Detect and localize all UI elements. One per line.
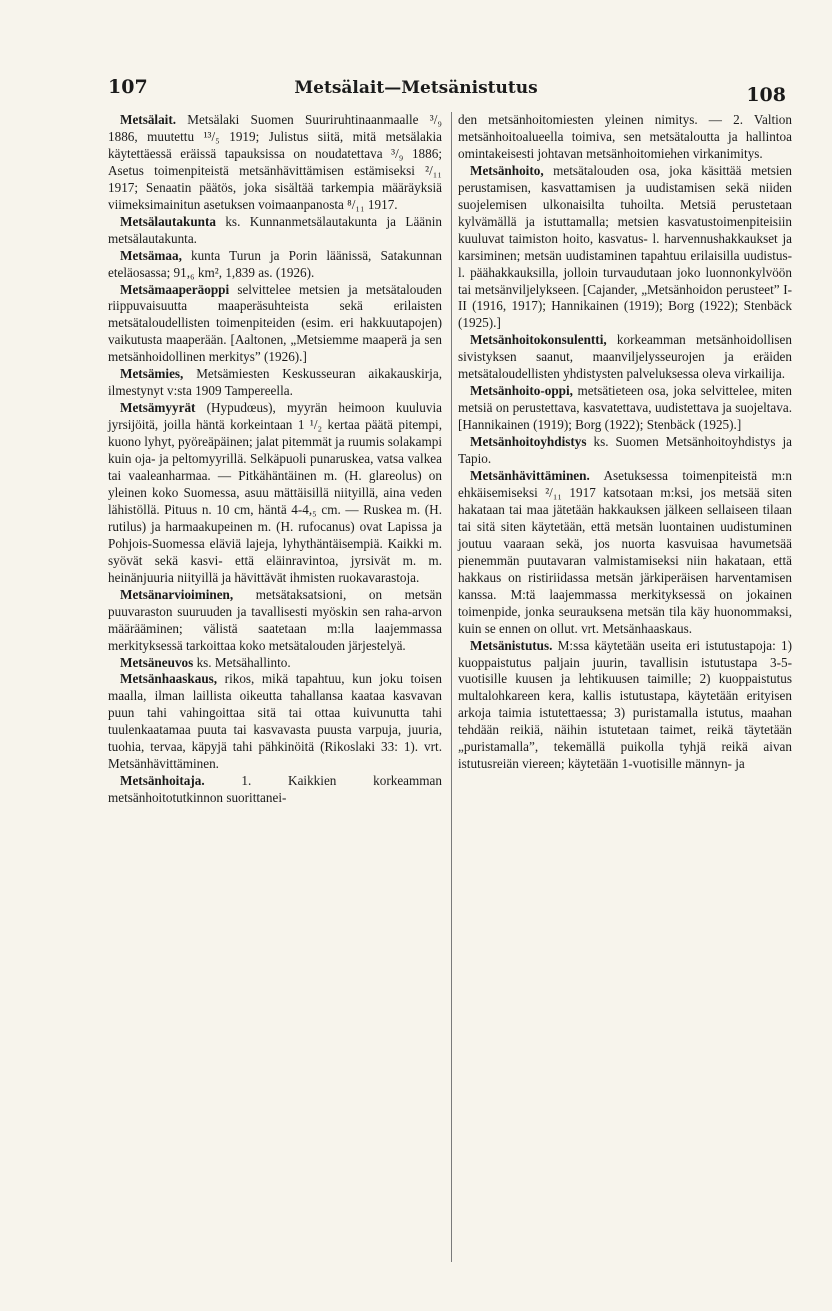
entry-headword: Metsänhoitaja. bbox=[120, 773, 205, 789]
running-title: Metsälait—Metsänistutus bbox=[294, 78, 538, 98]
entry-text: korkeamman metsänhoidollisen sivistyksen saanut, maanviljelysseurojen ja eräiden metsätaloudellisten yhdistysten palveluksessa oleva virkailija. bbox=[458, 332, 792, 382]
entry-text: 1. Kaikkien korkeamman metsänhoitotutkinnon suorittanei- bbox=[108, 773, 442, 806]
entry-headword: Metsäneuvos bbox=[120, 654, 194, 670]
entry-headword: Metsänhoitoyhdistys bbox=[470, 434, 587, 450]
entry bbox=[458, 468, 792, 638]
entry-text: den metsänhoitomiesten yleinen nimitys. — 2. Valtion metsänhoitoalueella toimiva, sen metsätaloutta ja hallintoa omintakeisesti johtavan metsänhoitomiehen virkanimitys. bbox=[458, 112, 792, 161]
entry bbox=[108, 214, 442, 248]
page-number-right: 108 bbox=[746, 84, 786, 106]
entry bbox=[458, 332, 792, 383]
entry-headword: Metsänhoitokonsulentti, bbox=[470, 332, 607, 348]
entry bbox=[108, 773, 442, 807]
entry-text: Asetuksessa toimenpiteistä m:n ehkäisemiseksi ²/₁₁ 1917 katsotaan m:ksi, jos metsää siten hakataan tai maa jätetään hakkauksen jälkeen sellaiseen tilaan tai sitä siten käytetään, että metsän luontainen uudistuminen joutuu vaaraan sekä, jos nuorta kasvuisaa havumetsää pienemmän puutavaran valmistamiseksi niin hakataan, että hakkaus on ristiriidassa metsän järkiperäisen harventamisen kanssa. M:tä laajemmassa merkityksessä on jokainen toimenpide, jonka seurauksena metsän tila käy huonommaksi, kuin se ennen on ollut. vrt. Metsänhaaskaus. bbox=[458, 468, 792, 636]
entry bbox=[108, 366, 442, 400]
entry-headword: Metsänhoito, bbox=[470, 162, 544, 178]
entry-headword: Metsänhävittäminen. bbox=[470, 468, 590, 484]
entry bbox=[108, 671, 442, 773]
entry-headword: Metsämaaperäoppi bbox=[120, 281, 230, 297]
entry bbox=[458, 163, 792, 333]
entry-text: kunta Turun ja Porin läänissä, Satakunnan eteläosassa; 91,₆ km², 1,839 as. (1926). bbox=[108, 247, 442, 280]
page-number-left: 107 bbox=[108, 76, 148, 98]
entry-headword: Metsänhaaskaus, bbox=[120, 671, 218, 687]
entry-headword: Metsänhoito-oppi, bbox=[470, 383, 573, 399]
entry bbox=[108, 248, 442, 282]
entry-text: (Hypudœus), myyrän heimoon kuuluvia jyrsijöitä, joilla häntä korkeintaan 1 ¹/₂ kertaa päätä pitempi, kuono lyhyt, pyöreäpäinen; jalat pitemmät ja ruumis solakampi kuin oja- ja peltomyyrillä. Selkäpuoli punaruskea, vatsa valkea tai vaaleanharmaa. — Pitkähäntäinen m. (H. glareolus) on yleinen koko Suomessa, asuu mättäisillä niityillä, aina veden lähistöllä. Pituus n. 10 cm, häntä 4-4,₅ cm. — Ruskea m. (H. rutilus) ja harmaakupeinen m. (H. rufocanus) ovat Lapissa ja Pohjois-Suomessa eläviä lajeja, lyhythäntäisempiä. Kaikki m. syövät sekä kasvi- että eläinravintoa, jyrsivät m. m. heinänjuuria niityillä ja hävittävät ihmisten ruokavarastoja. bbox=[108, 400, 443, 585]
entry-text: M:ssa käytetään useita eri istutustapoja: 1) kuoppaistutus paljain juurin, tavallisin istutustapa 3-5-vuotisille kuusen ja lehtikuusen taimille; 2) kuoppaistutus multalohkareen kera, kallis istutustapa, käytetään erityisen arkoja taimia istutettaessa; 3) puristamalla istutus, maahan tehdään reikiä, näihin istutetaan taimet, reikä täytetään „puristamalla”, tekemällä puikolla tyhjä reikä aivan istutusreiän viereen; käytetään 1-vuotisille männyn- ja bbox=[458, 637, 792, 772]
entry-text: ks. Suomen Metsänhoitoyhdistys ja Tapio. bbox=[458, 434, 792, 467]
column-divider bbox=[451, 112, 452, 1262]
entry-headword: Metsälautakunta bbox=[120, 213, 216, 229]
entry bbox=[108, 655, 442, 672]
entry-text: ks. Metsähallinto. bbox=[193, 654, 291, 670]
entry-headword: Metsänistutus. bbox=[470, 637, 553, 653]
entry-text: Metsämiesten Keskusseuran aikakauskirja, ilmestynyt v:sta 1909 Tampereella. bbox=[108, 366, 442, 399]
entry bbox=[108, 400, 442, 586]
entry-text: selvittelee metsien ja metsätalouden riippuvaisuutta maaperäsuhteista sekä erilaisten metsätaloudellisten toimenpiteiden (esim. eri hakkuutapojen) vaikutusta maaperään. [Aaltonen, „Metsiemme maaperä ja sen metsänhoidollinen merkitys” (1926).] bbox=[108, 281, 442, 365]
entry bbox=[108, 282, 442, 367]
entry-text: rikos, mikä tapahtuu, kun joku toisen maalla, ilman laillista oikeutta tahallansa kaataa kasvavan puun tahi vahingoittaa sitä tai ottaa kuivunutta tahi tuulenkaatamaa puuta tai kasvavasta puusta varpuja, juuria, tuohia, tervaa, käpyjä tahi pähkinöitä (Rikoslaki 33: 1). vrt. Metsänhävittäminen. bbox=[108, 671, 442, 772]
entry bbox=[458, 434, 792, 468]
entry bbox=[458, 112, 792, 163]
right-column bbox=[458, 112, 792, 773]
entry bbox=[458, 383, 792, 434]
entry-text: metsätalouden osa, joka käsittää metsien perustamisen, kasvattamisen ja uudistamisen sekä niiden suojelemisen ulkonaisilta tuhoilta. Metsiä perustetaan kylvämällä ja istuttamalla; metsien kasvatustoimenpiteisiin kuuluvat taimiston hoito, kasvatus- l. harvennushakkaukset ja karsiminen; metsän uudistaminen tapahtuu erilaisilla uudistus- l. päähakkauksilla, jolloin turvaudutaan joko luonnonkylvöön tai metsänviljelykseen. [Cajander, „Metsänhoidon perusteet” I-II (1916, 1917); Hannikainen (1919); Borg (1922); Stenbäck (1925).] bbox=[458, 162, 792, 331]
entry-headword: Metsänarvioiminen, bbox=[120, 586, 234, 602]
entry-text: metsätieteen osa, joka selvittelee, miten metsiä on perustettava, kasvatettava, uudistettava ja suojeltava. [Hannikainen (1919); Borg (1922); Stenbäck (1925).] bbox=[458, 383, 792, 433]
entry-text: metsätaksatsioni, on metsän puuvaraston suuruuden ja tavallisesti myöskin sen raha-arvon määrääminen; välistä saatetaan m:lla laajemmassa merkityksessä tarkoittaa koko metsätalouden järjestelyä. bbox=[108, 586, 442, 653]
entry-headword: Metsämyyrät bbox=[120, 400, 196, 416]
entry-headword: Metsälait. bbox=[120, 112, 177, 127]
entry-text: ks. Kunnanmetsälautakunta ja Läänin metsälautakunta. bbox=[108, 213, 442, 246]
page-header bbox=[0, 74, 832, 104]
entry bbox=[108, 112, 442, 214]
entry-headword: Metsämies, bbox=[120, 366, 184, 382]
entry bbox=[108, 587, 442, 655]
entry bbox=[458, 638, 792, 774]
entry-text: Metsälaki Suomen Suuriruhtinaanmaalle ³/₉ 1886, muutettu ¹³/₅ 1919; Julistus siitä, mitä metsälakia käytettäessä eräissä tapauksissa on noudatettava ³/₉ 1886; Asetus toimenpiteistä metsänhävittämisen estämiseksi ²/₁₁ 1917; Senaatin päätös, joka sisältää tarkempia määräyksiä viimeksimainitun asetuksen voimaanpanosta ⁸/₁₁ 1917. bbox=[108, 112, 442, 212]
left-column bbox=[108, 112, 442, 807]
entry-headword: Metsämaa, bbox=[120, 247, 182, 263]
